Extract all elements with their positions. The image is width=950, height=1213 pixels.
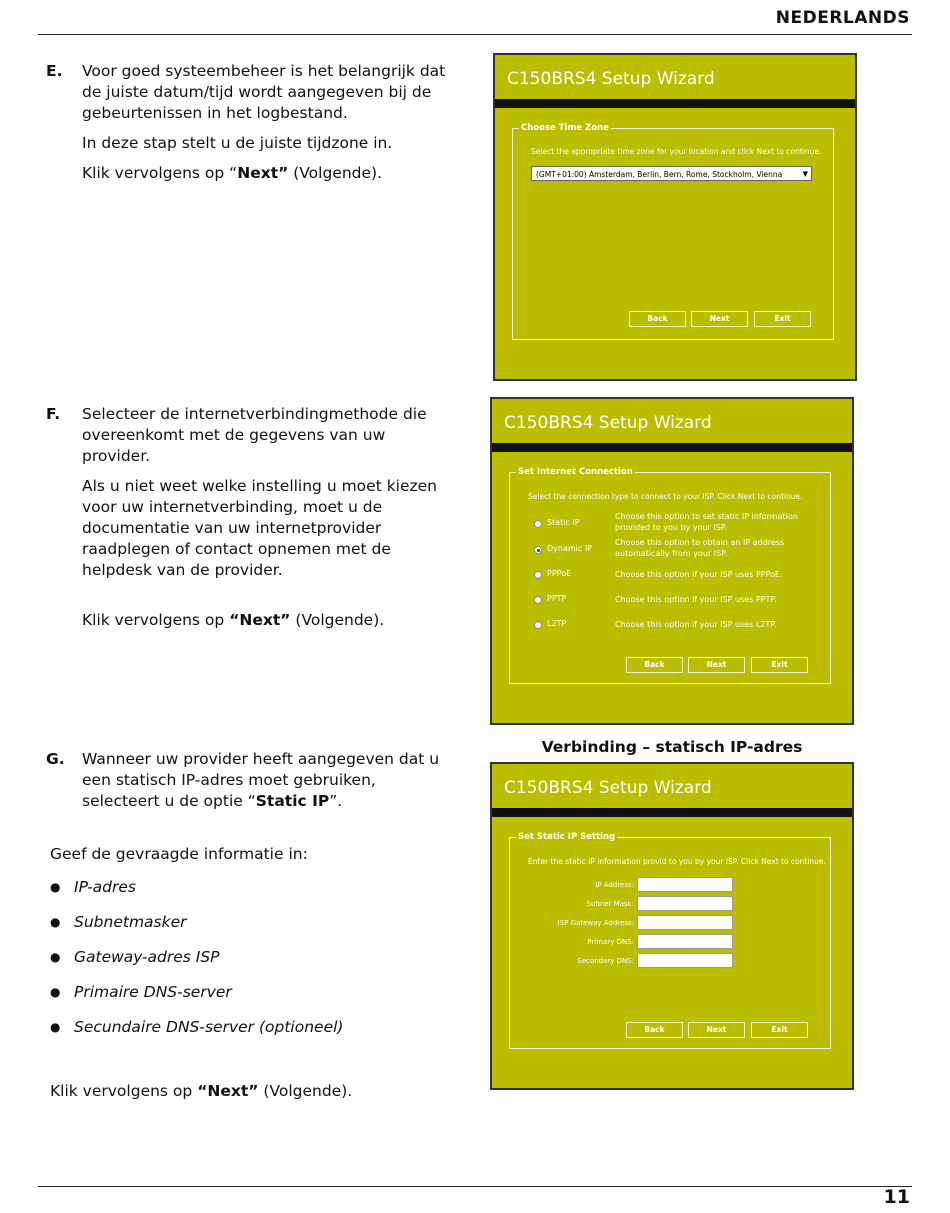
secondary-dns-label: Secondary DNS:	[577, 957, 634, 965]
wizard-title: C150BRS4 Setup Wizard	[504, 413, 712, 433]
back-button[interactable]: Back	[629, 311, 686, 327]
wizard-title-bar	[492, 443, 852, 452]
back-button[interactable]: Back	[626, 657, 683, 673]
subnet-mask-label: Subnet Mask:	[586, 900, 634, 908]
radio-l2tp[interactable]	[534, 621, 542, 629]
timezone-legend: Choose Time Zone	[521, 123, 609, 133]
next-button[interactable]: Next	[691, 311, 748, 327]
step-g-paragraph-1	[82, 749, 446, 812]
required-fields-list	[50, 876, 343, 1051]
step-g-intro: Geef de gevraagde informatie in:	[50, 845, 308, 863]
exit-button[interactable]: Exit	[754, 311, 811, 327]
list-item: ● Gateway-adres ISP	[50, 946, 343, 981]
next-button[interactable]: Next	[688, 657, 745, 673]
language-header: NEDERLANDS	[775, 8, 910, 28]
text: Klik vervolgens op	[50, 1082, 198, 1100]
list-item: ● Secundaire DNS-server (optioneel)	[50, 1016, 343, 1051]
step-e-paragraph-1: Voor goed systeembeheer is het belangrijk dat de juiste datum/tijd wordt aangegeven bij de gebeurtenissen in het logbestand.	[82, 62, 446, 122]
option-desc-static-ip: Choose this option to set static IP information provided to you by your ISP.	[615, 512, 798, 532]
option-desc-pptp: Choose this option if your ISP uses PPTP.	[615, 595, 777, 604]
option-label-static-ip: Static IP	[547, 518, 580, 527]
primary-dns-label: Primary DNS:	[587, 938, 634, 946]
text: Klik vervolgens op	[82, 611, 230, 629]
wizard-connection-screenshot	[490, 397, 854, 725]
step-f-paragraph-3	[82, 610, 446, 631]
step-e-paragraph-3	[82, 163, 446, 184]
radio-dynamic-ip[interactable]	[534, 546, 542, 554]
footer-rule	[38, 1186, 912, 1187]
static-ip-instruction: Enter the static IP information provid to you by your ISP. Click Next to continue.	[528, 857, 826, 866]
header-rule	[38, 34, 912, 35]
static-ip-caption: Verbinding – statisch IP-adres	[541, 738, 803, 756]
step-f-paragraph-1: Selecteer de internetverbindingmethode die overeenkomt met de gegevens van uw provider.	[82, 405, 427, 465]
list-item: ● Primaire DNS-server	[50, 981, 343, 1016]
wizard-title: C150BRS4 Setup Wizard	[507, 69, 715, 89]
step-g-final	[50, 1081, 352, 1102]
option-label-pptp: PPTP	[547, 594, 567, 603]
text: (Volgende).	[290, 611, 385, 629]
radio-pppoe[interactable]	[534, 571, 542, 579]
ip-address-label: IP Address:	[595, 881, 634, 889]
option-label-dynamic-ip: Dynamic IP	[547, 544, 593, 553]
ip-address-field[interactable]	[637, 877, 733, 892]
next-label: “Next”	[229, 611, 291, 629]
text: (Volgende).	[288, 164, 383, 182]
page-number: 11	[883, 1186, 910, 1208]
step-e	[46, 61, 446, 193]
timezone-select-value: (GMT+01:00) Amsterdam, Berlin, Bern, Rome, Stockholm, Vienna	[536, 170, 783, 179]
next-label: Next”	[237, 164, 289, 182]
wizard-title-bar	[492, 808, 852, 817]
text: Klik vervolgens op “	[82, 164, 238, 182]
option-desc-l2tp: Choose this option if your ISP uses L2TP.	[615, 620, 777, 629]
list-item: ● Subnetmasker	[50, 911, 343, 946]
gateway-address-field[interactable]	[637, 915, 733, 930]
text: Wanneer uw provider heeft aangegeven dat u een statisch IP-adres moet gebruiken, selecteert u de optie “	[82, 750, 440, 810]
option-desc-pppoe: Choose this option if your ISP uses PPPoE.	[615, 570, 783, 579]
step-g	[46, 749, 446, 821]
connection-instruction: Select the connection type to connect to your ISP. Click Next to continue.	[528, 492, 803, 501]
option-label-l2tp: L2TP	[547, 619, 567, 628]
wizard-timezone-screenshot	[493, 53, 857, 381]
chevron-down-icon: ▼	[802, 170, 808, 178]
text: ”.	[329, 792, 343, 810]
step-f-letter: F.	[46, 405, 61, 423]
static-ip-legend: Set Static IP Setting	[518, 832, 616, 842]
step-e-paragraph-2: In deze stap stelt u de juiste tijdzone in.	[82, 134, 393, 152]
step-g-letter: G.	[46, 750, 65, 768]
option-desc-dynamic-ip: Choose this option to obtain an IP address automatically from your ISP.	[615, 538, 785, 558]
option-label-pppoe: PPPoE	[547, 569, 572, 578]
back-button[interactable]: Back	[626, 1022, 683, 1038]
text: (Volgende).	[258, 1082, 353, 1100]
next-label: “Next”	[197, 1082, 259, 1100]
connection-legend: Set Internet Connection	[518, 467, 633, 477]
step-f	[46, 404, 446, 640]
timezone-select[interactable]	[531, 166, 812, 181]
wizard-static-ip-screenshot	[490, 762, 854, 1090]
list-item: ● IP-adres	[50, 876, 343, 911]
primary-dns-field[interactable]	[637, 934, 733, 949]
exit-button[interactable]: Exit	[751, 1022, 808, 1038]
wizard-title-bar	[495, 99, 855, 108]
timezone-instruction: Select the appropriate time zone for your location and click Next to continue.	[531, 147, 822, 156]
step-e-letter: E.	[46, 62, 63, 80]
static-ip-label: Static IP	[255, 792, 330, 810]
secondary-dns-field[interactable]	[637, 953, 733, 968]
gateway-address-label: ISP Gateway Address:	[557, 919, 634, 927]
subnet-mask-field[interactable]	[637, 896, 733, 911]
exit-button[interactable]: Exit	[751, 657, 808, 673]
next-button[interactable]: Next	[688, 1022, 745, 1038]
step-f-paragraph-2: Als u niet weet welke instelling u moet kiezen voor uw internetverbinding, moet u de documentatie van uw internetprovider raadplegen of contact opnemen met de helpdesk van de provider.	[82, 477, 438, 579]
radio-static-ip[interactable]	[534, 520, 542, 528]
radio-pptp[interactable]	[534, 596, 542, 604]
wizard-title: C150BRS4 Setup Wizard	[504, 778, 712, 798]
